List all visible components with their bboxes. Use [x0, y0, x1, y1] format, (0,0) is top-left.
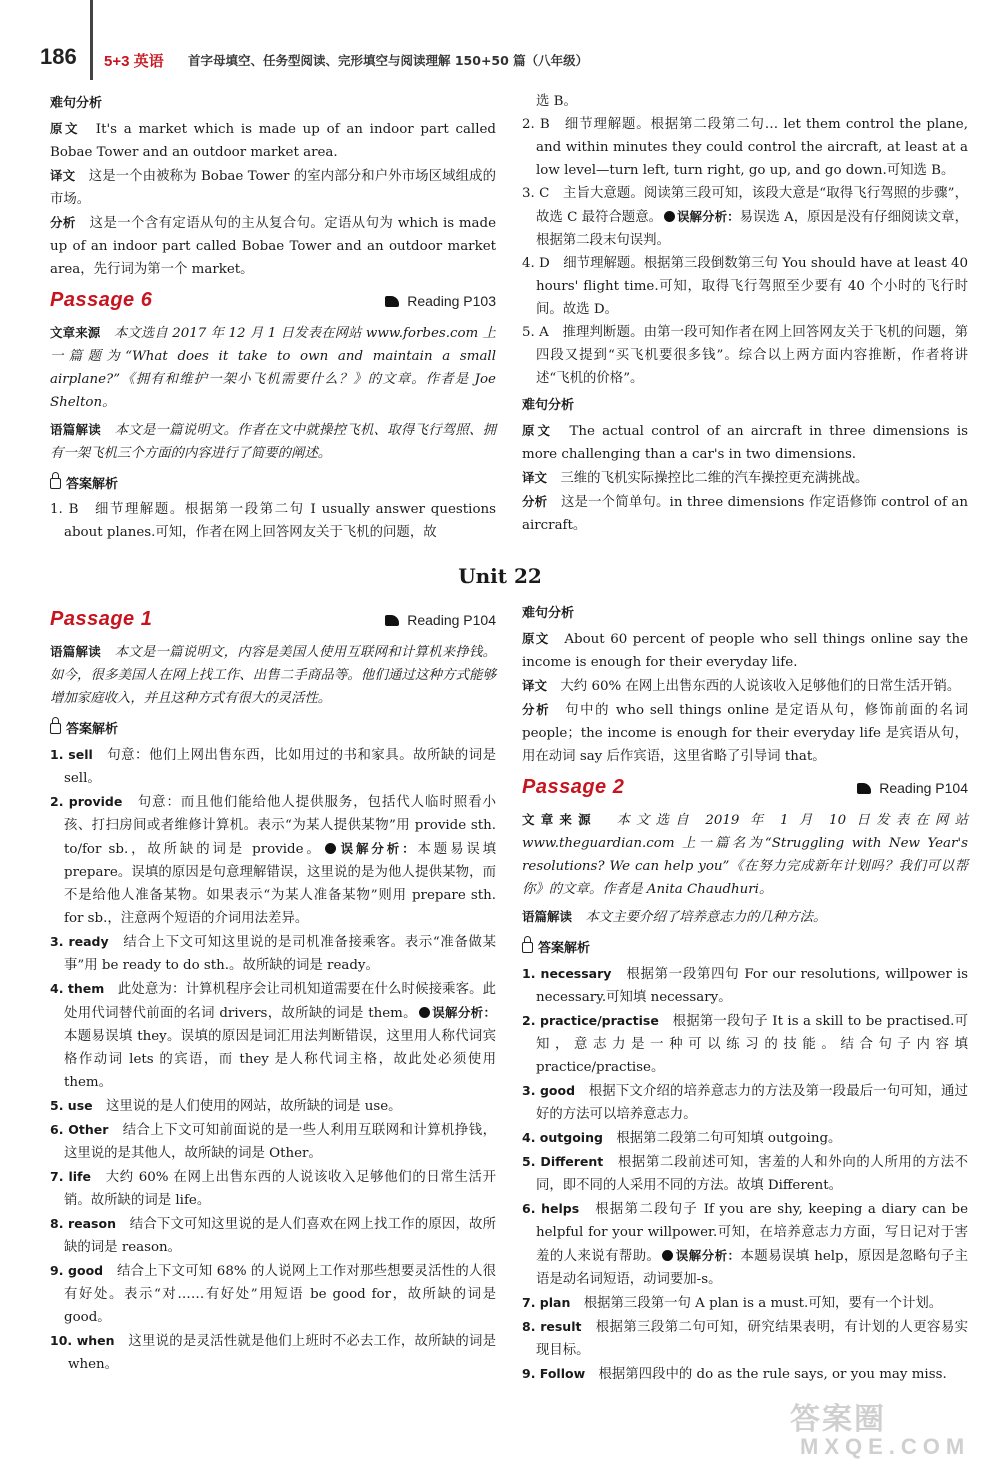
- answer-item: 4. them 此处意为：计算机程序会让司机知道需要在什么时候接乘客。此处用代词替代前面的名词 drivers，故所缺的词是 them。 误解分析：本题易误填 they。误填的原因是词汇用法判断错误，这里用人称代词宾格作动词 lets 的宾语，而 they 是人称代词主格，故此处必须使用 them。: [50, 981, 496, 1090]
- top-right-column: [522, 90, 968, 537]
- error-icon: [419, 1007, 430, 1018]
- difficult-sentence-heading: 难句分析: [522, 606, 575, 621]
- header-divider: [90, 0, 93, 80]
- article-source: 文章来源 本文选自 2019 年 1 月 10 日发表在网站 www.theguardian.com 上一篇名为“Struggling with New Year's resolutions? We can help you”《在努力完成新年计划吗？我们可以帮你》的文章。作者是 Anita Chaudhuri。: [522, 812, 968, 897]
- answer-item: 3. C 主旨大意题。阅读第三段可知，该段大意是“取得飞行驾照的步骤”，故选 C 最符合题意。 误解分析：易误选 A，原因是没有仔细阅读文章，根据第二段末句误判。: [522, 186, 968, 248]
- passage-interpretation: 语篇解读 本文主要介绍了培养意志力的几种方法。: [522, 909, 827, 925]
- translation: 译文 三维的飞机实际操控比二维的汽车操控更充满挑战。: [522, 470, 869, 486]
- error-icon: [664, 211, 675, 222]
- answer-item: 8. result 根据第三段第二句可知，研究结果表明，有计划的人更容易实现目标。: [522, 1319, 969, 1358]
- reading-reference: Reading P104: [385, 612, 496, 628]
- answer-item: 10. when 这里说的是灵活性就是他们上班时不必去工作，故所缺的词是 when。: [50, 1333, 497, 1372]
- original-sentence: 原文 It's a market which is made up of an indoor part called Bobae Tower and an outdoor market area.: [50, 121, 496, 160]
- bottom-left-column: [50, 600, 496, 1376]
- passage-interpretation: 语篇解读 本文是一篇说明文。作者在文中就操控飞机、取得飞行驾照、拥有一架飞机三个方面的内容进行了简要的阐述。: [50, 422, 497, 461]
- book-icon: [857, 783, 871, 794]
- analysis: 分析 这是一个含有定语从句的主从复合句。定语从句为 which is made up of an indoor part called Bobae Tower and an outdoor market area，先行词为第一个 market。: [50, 215, 497, 277]
- bottom-right-column: [522, 600, 968, 1386]
- reading-reference: Reading P104: [857, 780, 968, 796]
- article-source: 文章来源 本文选自 2017 年 12 月 1 日发表在网站 www.forbes.com 上一篇题为“What does it take to own and maintain a small airplane?”《拥有和维护一架小飞机需要什么？》的文章。作者是 Joe Shelton。: [50, 325, 497, 410]
- book-icon: [385, 615, 399, 626]
- top-left-column: [50, 90, 496, 544]
- answer-item: 2. practice/practise 根据第一段句子 It is a skill to be practised.可知，意志力是一种可以练习的技能。结合句子内容填 practice/practise。: [522, 1013, 968, 1075]
- passage-title: Passage 2: [522, 776, 625, 798]
- answer-item: 2. B 细节理解题。根据第二段第二句… let them control the plane, and within minutes they could control the aircraft, at least at a low level—turn left, turn right, go up, and go down.可知选 B。: [522, 117, 968, 178]
- error-icon: [325, 843, 336, 854]
- watermark: 答案圈 MXQE.COM: [790, 1403, 971, 1459]
- passage-title: Passage 6: [50, 289, 153, 311]
- passage-6-header: [50, 287, 496, 317]
- translation: 译文 大约 60% 在网上出售东西的人说该收入足够他们的日常生活开销。: [522, 678, 961, 694]
- answer-item: 8. reason 结合下文可知这里说的是人们喜欢在网上找工作的原因，故所缺的词是 reason。: [50, 1216, 497, 1255]
- answers-heading: 答案解析: [50, 473, 496, 496]
- answer-item: 6. Other 结合上下文可知前面说的是一些人利用互联网和计算机挣钱，这里说的是其他人，故所缺的词是 Other。: [50, 1122, 497, 1161]
- difficult-sentence-heading: 难句分析: [522, 398, 575, 413]
- answer-item: 1. necessary 根据第一段第四句 For our resolutions, willpower is necessary.可知填 necessary。: [522, 966, 968, 1005]
- unit-title: Unit 22: [458, 564, 542, 588]
- passage-1-header: [50, 606, 496, 636]
- lock-icon: [50, 478, 61, 489]
- original-sentence: 原文 About 60 percent of people who sell things online say the income is enough for their everyday life.: [522, 631, 968, 670]
- answer-item: 7. plan 根据第三段第一句 A plan is a must.可知，要有一个计划。: [522, 1295, 943, 1311]
- passage-interpretation: 语篇解读 本文是一篇说明文，内容是美国人使用互联网和计算机来挣钱。如今，很多美国人在网上找工作、出售二手商品等。他们通过这种方式能够增加家庭收入，并且这种方式有很大的灵活性。: [50, 644, 497, 706]
- reading-reference: Reading P103: [385, 293, 496, 309]
- error-icon: [662, 1250, 673, 1261]
- answer-continuation: 选 B。: [536, 94, 577, 109]
- original-sentence: 原文 The actual control of an aircraft in three dimensions is more challenging than a car's in two dimensions.: [522, 423, 969, 462]
- answer-item: 1. B 细节理解题。根据第一段第二句 I usually answer questions about planes.可知，作者在网上回答网友关于飞机的问题，故: [50, 502, 496, 540]
- analysis: 分析 这是一个简单句。in three dimensions 作定语修饰 control of an aircraft。: [522, 494, 968, 533]
- answer-item: 3. good 根据下文介绍的培养意志力的方法及第一段最后一句可知，通过好的方法可以培养意志力。: [522, 1083, 969, 1122]
- book-title: 首字母填空、任务型阅读、完形填空与阅读理解 150+50 篇（八年级）: [188, 53, 589, 68]
- answer-item: 6. helps 根据第二段句子 If you are shy, keeping a diary can be helpful for your willpower.可知，在培养意志力方面，写日记对于害羞的人来说有帮助。 误解分析：本题易误填 help，原因是忽略句子主语是动名词短语，动词要加-s。: [522, 1201, 969, 1287]
- answer-item: 9. Follow 根据第四段中的 do as the rule says, or you may miss.: [522, 1366, 947, 1382]
- answer-item: 4. D 细节理解题。根据第三段倒数第三句 You should have at least 40 hours' flight time.可知，取得飞行驾照至少要有 40 个小时的飞行时间。故选 D。: [522, 256, 968, 317]
- answer-item: 7. life 大约 60% 在网上出售东西的人说该收入足够他们的日常生活开销。故所缺的词是 life。: [50, 1169, 496, 1208]
- passage-title: Passage 1: [50, 608, 153, 630]
- answer-item: 9. good 结合上下文可知 68% 的人说网上工作对那些想要灵活性的人很有好处。表示“对……有好处”用短语 be good for，故所缺的词是 good。: [50, 1263, 497, 1325]
- analysis: 分析 句中的 who sell things online 是定语从句，修饰前面的名词 people；the income is enough for their everyday life 是宾语从句，用在动词 say 后作宾语，这里省略了引导词 that。: [522, 702, 968, 764]
- lock-icon: [522, 942, 533, 953]
- page-header: [0, 0, 1000, 82]
- translation: 译文 这是一个由被称为 Bobae Tower 的室内部分和户外市场区域组成的市场。: [50, 168, 497, 207]
- brand-logo: 5+3 英语: [104, 53, 164, 70]
- answer-item: 5. use 这里说的是人们使用的网站，故所缺的词是 use。: [50, 1098, 402, 1114]
- answer-item: 2. provide 句意：而且他们能给他人提供服务，包括代人临时照看小孩、打扫房间或者维修计算机。表示“为某人提供某物”用 provide sth. to/for sb.，故所缺的词是 provide。 误解分析：本题易误填 prepare。误填的原因是句意理解错误，这里说的是为他人提供某物，而不是给他人准备某物。如果表示“为某人准备某物”则用 prepare sth. for sb.，注意两个短语的介词用法差异。: [50, 794, 497, 926]
- answer-item: 5. A 推理判断题。由第一段可知作者在网上回答网友关于飞机的问题，第四段又提到“买飞机要很多钱”。综合以上两方面内容推断，作者将讲述“飞机的价格”。: [522, 325, 968, 386]
- lock-icon: [50, 723, 61, 734]
- answers-heading: 答案解析: [522, 937, 968, 960]
- answer-item: 1. sell 句意：他们上网出售东西，比如用过的书和家具。故所缺的词是 sell。: [50, 747, 497, 786]
- answer-item: 5. Different 根据第二段前述可知，害羞的人和外向的人所用的方法不同，即不同的人采用不同的方法。故填 Different。: [522, 1154, 968, 1193]
- answers-heading: 答案解析: [50, 718, 496, 741]
- answer-item: 3. ready 结合上下文可知这里说的是司机准备接乘客。表示“准备做某事”用 be ready to do sth.。故所缺的词是 ready。: [50, 934, 497, 973]
- difficult-sentence-heading: 难句分析: [50, 96, 103, 111]
- book-icon: [385, 296, 399, 307]
- page-number: 186: [40, 44, 77, 69]
- answer-item: 4. outgoing 根据第二段第二句可知填 outgoing。: [522, 1130, 842, 1146]
- passage-2-header: [522, 774, 968, 804]
